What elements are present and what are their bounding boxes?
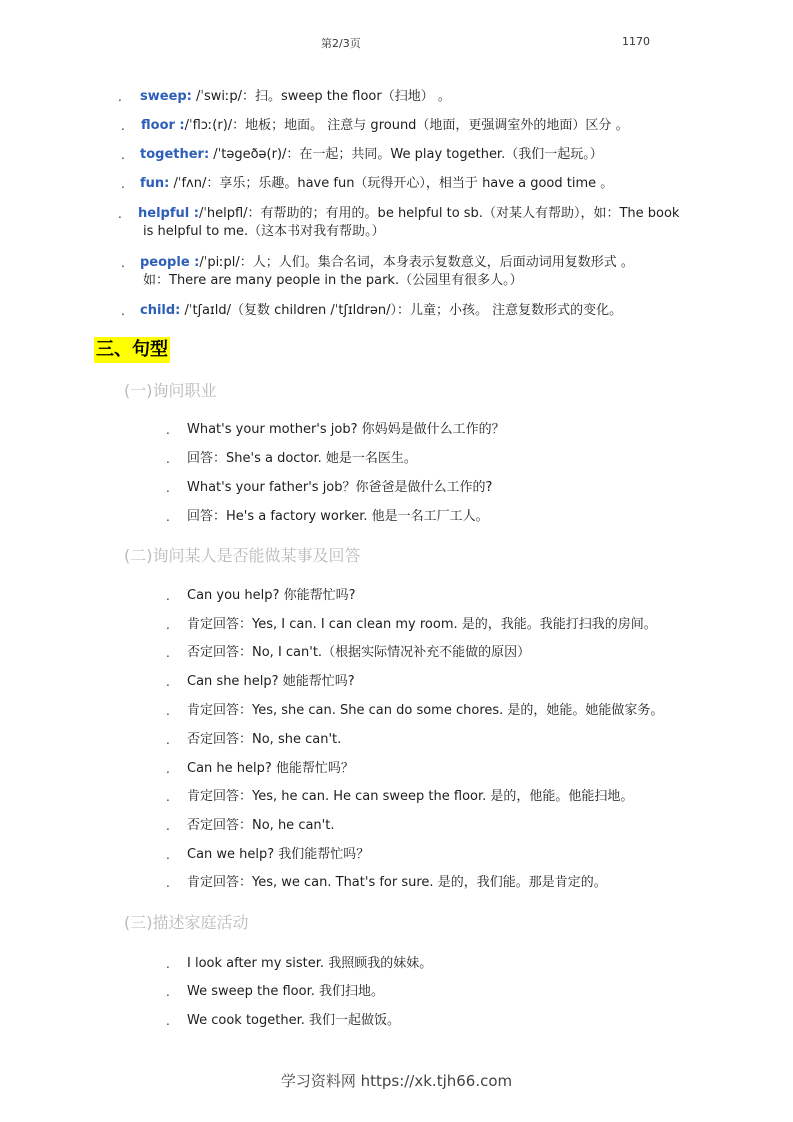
sentence-line: Can she help? 她能帮忙吗? xyxy=(187,674,355,689)
bullet-dot: . xyxy=(166,1014,170,1028)
bullet-dot: . xyxy=(166,589,170,603)
vocab-word: floor : xyxy=(141,118,185,133)
vocab-entry xyxy=(140,175,613,193)
sentence-line: 回答：She's a doctor. 她是一名医生。 xyxy=(187,451,417,466)
bullet-dot: . xyxy=(121,304,125,318)
bullet-dot: . xyxy=(121,177,125,191)
bullet-dot: . xyxy=(166,452,170,466)
vocab-definition: /ˈhelpfl/：有帮助的；有用的。be helpful to sb.（对某人有帮助），如：The book xyxy=(198,206,680,221)
bullet-dot: . xyxy=(166,510,170,524)
sentence-line: 否定回答：No, she can't. xyxy=(187,732,342,747)
sentence-line: What's your mother's job? 你妈妈是做什么工作的？ xyxy=(187,422,505,437)
bullet-dot: . xyxy=(121,256,125,270)
sentence-line: Can we help? 我们能帮忙吗？ xyxy=(187,847,370,862)
vocab-word: together: xyxy=(140,147,210,162)
bullet-dot: . xyxy=(166,762,170,776)
bullet-dot: . xyxy=(166,704,170,718)
vocab-entry xyxy=(140,254,634,272)
sentence-line: What's your father's job？你爸爸是做什么工作的? xyxy=(187,480,493,495)
sentence-line: 否定回答：No, I can't.（根据实际情况补充不能做的原因） xyxy=(187,645,531,660)
bullet-dot: . xyxy=(166,733,170,747)
bullet-dot: . xyxy=(121,148,125,162)
bullet-dot: . xyxy=(166,646,170,660)
bullet-dot: . xyxy=(166,985,170,999)
sentence-line: 肯定回答：Yes, she can. She can do some chores. 是的，她能。她能做家务。 xyxy=(187,703,664,718)
subsection-title: (二)询问某人是否能做某事及回答 xyxy=(124,546,361,565)
bullet-dot: . xyxy=(118,207,122,221)
vocab-definition: /ˈflɔː(r)/：地板；地面。 注意与 ground（地面，更强调室外的地面）区分 。 xyxy=(184,118,629,133)
vocab-entry xyxy=(140,88,451,106)
vocab-word: people : xyxy=(140,255,200,270)
document-number: 1170 xyxy=(622,35,650,48)
sentence-line: Can you help? 你能帮忙吗? xyxy=(187,588,356,603)
sentence-line: 肯定回答：Yes, we can. That's for sure. 是的，我们能。那是肯定的。 xyxy=(187,875,607,890)
sentence-line: I look after my sister. 我照顾我的妹妹。 xyxy=(187,956,433,971)
vocab-word: fun: xyxy=(140,176,170,191)
sentence-line: 否定回答：No, he can't. xyxy=(187,818,335,833)
bullet-dot: . xyxy=(166,848,170,862)
section-title: 三、句型 xyxy=(94,337,170,363)
bullet-dot: . xyxy=(166,957,170,971)
sentence-line: 肯定回答：Yes, I can. I can clean my room. 是的，我能。我能打扫我的房间。 xyxy=(187,617,657,632)
vocab-entry xyxy=(140,146,603,164)
footer-watermark: 学习资料网 https://xk.tjh66.com xyxy=(280,1072,513,1090)
vocab-entry xyxy=(138,205,679,223)
vocab-word: helpful : xyxy=(138,206,199,221)
bullet-dot: . xyxy=(166,790,170,804)
vocab-word: child: xyxy=(140,303,181,318)
bullet-dot: . xyxy=(166,618,170,632)
vocab-entry xyxy=(140,302,622,320)
vocab-word: sweep: xyxy=(140,89,192,104)
vocab-definition-continued: 如：There are many people in the park.（公园里有很多人。） xyxy=(143,273,523,288)
vocab-definition: /ˈfʌn/：享乐；乐趣。have fun（玩得开心），相当于 have a good time 。 xyxy=(169,176,614,191)
bullet-dot: . xyxy=(121,119,125,133)
vocab-definition: /ˈswiːp/：扫。sweep the floor（扫地） 。 xyxy=(191,89,451,104)
sentence-line: 肯定回答：Yes, he can. He can sweep the floor. 是的，他能。他能扫地。 xyxy=(187,789,634,804)
vocab-definition: /ˈtəgeðə(r)/：在一起；共同。We play together.（我们一起玩。） xyxy=(209,147,603,162)
bullet-dot: . xyxy=(166,481,170,495)
sentence-line: 回答：He's a factory worker. 他是一名工厂工人。 xyxy=(187,509,489,524)
sentence-line: We cook together. 我们一起做饭。 xyxy=(187,1013,400,1028)
bullet-dot: . xyxy=(166,423,170,437)
bullet-dot: . xyxy=(166,876,170,890)
bullet-dot: . xyxy=(166,675,170,689)
bullet-dot: . xyxy=(118,90,122,104)
vocab-entry xyxy=(141,117,629,135)
vocab-definition: /ˈpiːpl/：人；人们。集合名词，本身表示复数意义，后面动词用复数形式 。 xyxy=(199,255,634,270)
page-number-label: 第2/3页 xyxy=(321,37,361,50)
bullet-dot: . xyxy=(166,819,170,833)
subsection-title: (一)询问职业 xyxy=(124,381,217,400)
sentence-line: Can he help? 他能帮忙吗？ xyxy=(187,761,354,776)
subsection-title: (三)描述家庭活动 xyxy=(124,913,249,932)
vocab-definition-continued: is helpful to me.（这本书对我有帮助。） xyxy=(143,224,385,239)
vocab-definition: /ˈtʃaɪld/（复数 children /ˈtʃɪldrən/）：儿童；小孩。 注意复数形式的变化。 xyxy=(180,303,623,318)
sentence-line: We sweep the floor. 我们扫地。 xyxy=(187,984,384,999)
